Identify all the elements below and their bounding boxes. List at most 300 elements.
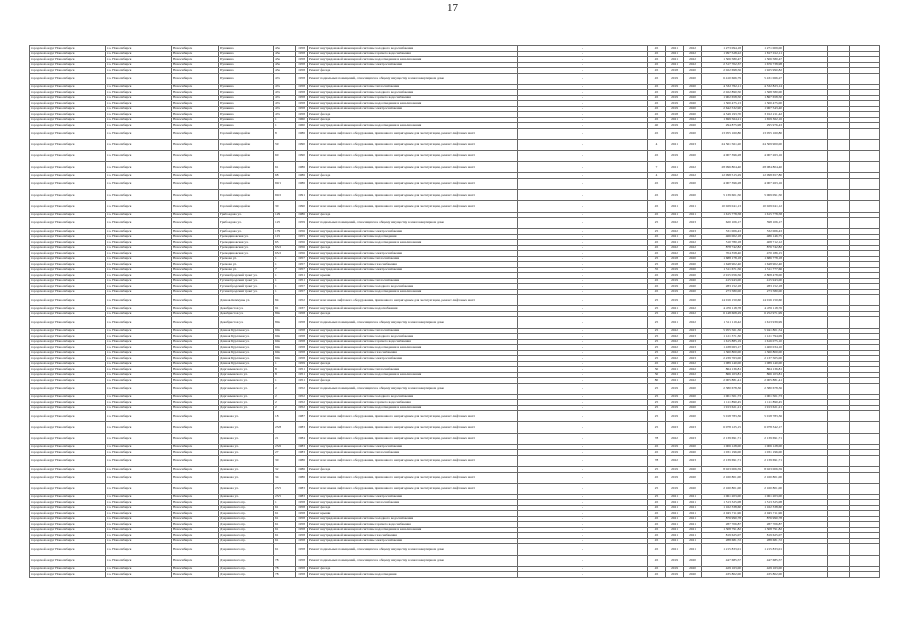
cost-cell: 864 136,81 bbox=[702, 367, 743, 373]
city-cell: Новосибирск bbox=[172, 467, 219, 473]
street-cell: Даргомыжского ул. bbox=[219, 394, 274, 400]
quantity-cell: 25 bbox=[648, 383, 666, 394]
quantity-cell: 45 bbox=[648, 245, 666, 251]
house-number-cell: 61 bbox=[274, 544, 296, 555]
quantity-cell: 45 bbox=[648, 566, 666, 572]
build-year-cell: 1958 bbox=[296, 500, 308, 506]
house-number-cell: 65/2 bbox=[274, 251, 296, 257]
house-number-cell: 18 bbox=[274, 411, 296, 422]
end-year-cell: 2022 bbox=[684, 245, 702, 251]
work-type-cell: Ремонт или замена лифтового оборудования, признанного непригодным для эксплуатации, ремонт лифтовых шахт bbox=[308, 433, 518, 444]
urban-district-cell: г.о. Новосибирск bbox=[106, 90, 172, 96]
end-year-cell: 2022 bbox=[684, 251, 702, 257]
build-year-cell: 1956 bbox=[296, 245, 308, 251]
work-type-cell: Ремонт фасада bbox=[308, 311, 518, 317]
urban-district-cell: г.о. Новосибирск bbox=[106, 46, 172, 52]
cost-cell: 6 148 608,29 bbox=[702, 311, 743, 317]
build-year-cell: 1986 bbox=[296, 212, 308, 218]
house-number-cell: 8 bbox=[274, 367, 296, 373]
cost-cell: 819 625,07 bbox=[702, 533, 743, 539]
build-year-cell: 1986 bbox=[296, 162, 308, 173]
start-year-cell: 2019 bbox=[666, 151, 684, 162]
start-year-cell: 2021 bbox=[666, 62, 684, 68]
start-year-cell: 2019 bbox=[666, 284, 684, 290]
municipality-cell: городской округ Новосибирск bbox=[30, 178, 106, 189]
street-cell: Демакова ул. bbox=[219, 450, 274, 456]
quantity-cell: 25 bbox=[648, 483, 666, 494]
street-cell: Дачная Бурлачки ул. bbox=[219, 328, 274, 334]
extra-cell: - bbox=[518, 361, 648, 367]
city-cell: Новосибирск bbox=[172, 411, 219, 422]
build-year-cell: 1952 bbox=[296, 295, 308, 306]
empty-cell bbox=[850, 422, 880, 433]
extra-cell: - bbox=[518, 178, 648, 189]
amount-cell: 6 252 971,99 bbox=[743, 311, 784, 317]
table-row bbox=[30, 383, 880, 394]
street-cell: Дачная Бурлачки ул. bbox=[219, 350, 274, 356]
empty-cell bbox=[850, 572, 880, 578]
quantity-cell: 45 bbox=[648, 444, 666, 450]
quantity-cell: 25 bbox=[648, 350, 666, 356]
municipality-cell: городской округ Новосибирск bbox=[30, 84, 106, 90]
build-year-cell: 1958 bbox=[296, 51, 308, 57]
empty-cell bbox=[784, 190, 828, 201]
empty-cell bbox=[850, 295, 880, 306]
municipality-cell: городской округ Новосибирск bbox=[30, 90, 106, 96]
start-year-cell: 2018 bbox=[666, 256, 684, 262]
end-year-cell: 2022 bbox=[684, 46, 702, 52]
urban-district-cell: г.о. Новосибирск bbox=[106, 555, 172, 566]
start-year-cell: 2022 bbox=[666, 356, 684, 362]
quantity-cell: 45 bbox=[648, 538, 666, 544]
house-number-cell: 43а bbox=[274, 46, 296, 52]
city-cell: Новосибирск bbox=[172, 317, 219, 328]
end-year-cell: 2020 bbox=[684, 472, 702, 483]
amount-cell: 2 139 691,71 bbox=[743, 455, 784, 466]
house-number-cell: 23/5 bbox=[274, 483, 296, 494]
street-cell: Дачная Бурлачки ул. bbox=[219, 361, 274, 367]
work-type-cell: Ремонт внутридомовой инженерной системы водоотведения и канализования bbox=[308, 372, 518, 378]
end-year-cell: 2022 bbox=[684, 378, 702, 384]
start-year-cell: 2021 bbox=[666, 527, 684, 533]
empty-cell bbox=[828, 422, 850, 433]
street-cell: Декабристов ул. bbox=[219, 311, 274, 317]
start-year-cell: 2019 bbox=[666, 450, 684, 456]
house-number-cell: 1 bbox=[274, 378, 296, 384]
start-year-cell: 2022 bbox=[666, 218, 684, 229]
start-year-cell: 2018 bbox=[666, 112, 684, 118]
municipality-cell: городской округ Новосибирск bbox=[30, 422, 106, 433]
amount-cell: 5 941 801,54 bbox=[743, 328, 784, 334]
table-row bbox=[30, 73, 880, 84]
end-year-cell: 2020 bbox=[684, 95, 702, 101]
table-body bbox=[30, 46, 880, 578]
cost-cell: 4 549 193,70 bbox=[702, 112, 743, 118]
build-year-cell: 1958 bbox=[296, 334, 308, 340]
city-cell: Новосибирск bbox=[172, 350, 219, 356]
amount-cell: 408 712,12 bbox=[743, 240, 784, 246]
extra-cell: - bbox=[518, 106, 648, 112]
extra-cell: - bbox=[518, 566, 648, 572]
end-year-cell: 2020 bbox=[684, 444, 702, 450]
quantity-cell: 45 bbox=[648, 273, 666, 279]
amount-cell: 4 007 263,16 bbox=[743, 151, 784, 162]
start-year-cell: 2019 bbox=[666, 400, 684, 406]
street-cell: Громова ул. bbox=[219, 267, 274, 273]
quantity-cell: 25 bbox=[648, 328, 666, 334]
build-year-cell: 1958 bbox=[296, 339, 308, 345]
empty-cell bbox=[828, 178, 850, 189]
urban-district-cell: г.о. Новосибирск bbox=[106, 62, 172, 68]
city-cell: Новосибирск bbox=[172, 450, 219, 456]
work-type-cell: Ремонт фасада bbox=[308, 467, 518, 473]
work-type-cell: Ремонт фасада bbox=[308, 68, 518, 74]
start-year-cell: 2019 bbox=[666, 123, 684, 129]
build-year-cell: 1958 bbox=[296, 544, 308, 555]
street-cell: Громадиновская ул. bbox=[219, 240, 274, 246]
municipality-cell: городской округ Новосибирск bbox=[30, 267, 106, 273]
end-year-cell: 2022 bbox=[684, 367, 702, 373]
work-type-cell: Ремонт или замена лифтового оборудования, признанного непригодным для эксплуатации, ремонт лифтовых шахт bbox=[308, 201, 518, 212]
start-year-cell: 2019 bbox=[666, 467, 684, 473]
work-type-cell: Ремонт внутридомовой инженерной системы водоотведения и канализования bbox=[308, 240, 518, 246]
extra-cell: - bbox=[518, 101, 648, 107]
cost-cell: 1 215 833,01 bbox=[702, 544, 743, 555]
cost-cell: 6 410 666,79 bbox=[702, 73, 743, 84]
amount-cell: 1 659 362,16 bbox=[743, 117, 784, 123]
amount-cell: 1 676 738,98 bbox=[743, 62, 784, 68]
city-cell: Новосибирск bbox=[172, 68, 219, 74]
end-year-cell: 2023 bbox=[684, 350, 702, 356]
extra-cell: - bbox=[518, 51, 648, 57]
municipality-cell: городской округ Новосибирск bbox=[30, 295, 106, 306]
city-cell: Новосибирск bbox=[172, 84, 219, 90]
amount-cell: 1 031 196,00 bbox=[743, 450, 784, 456]
end-year-cell: 2020 bbox=[684, 566, 702, 572]
build-year-cell: 1991 bbox=[296, 190, 308, 201]
table-row bbox=[30, 151, 880, 162]
extra-cell: - bbox=[518, 262, 648, 268]
city-cell: Новосибирск bbox=[172, 178, 219, 189]
cost-cell: 1 902 658,50 bbox=[702, 95, 743, 101]
start-year-cell: 2019 bbox=[666, 405, 684, 411]
street-cell: Дачная-Коммуны ул. bbox=[219, 295, 274, 306]
end-year-cell: 2022 bbox=[684, 51, 702, 57]
table-row bbox=[30, 422, 880, 433]
work-type-cell: Ремонт или замена лифтового оборудования, признанного непригодным для эксплуатации, ремонт лифтовых шахт bbox=[308, 128, 518, 139]
amount-cell: 287 706,87 bbox=[743, 522, 784, 528]
amount-cell: 1 061 203,00 bbox=[743, 494, 784, 500]
empty-cell bbox=[784, 483, 828, 494]
street-cell: Пушкина bbox=[219, 117, 274, 123]
city-cell: Новосибирск bbox=[172, 533, 219, 539]
end-year-cell: 2022 bbox=[684, 62, 702, 68]
work-type-cell: Ремонт или замена лифтового оборудования, признанного непригодным для эксплуатации, ремонт лифтовых шахт bbox=[308, 455, 518, 466]
street-cell: Пушкина bbox=[219, 51, 274, 57]
cost-cell: 2 022 890,50 bbox=[702, 90, 743, 96]
municipality-cell: городской округ Новосибирск bbox=[30, 51, 106, 57]
build-year-cell: 1958 bbox=[296, 84, 308, 90]
empty-cell bbox=[828, 139, 850, 150]
table-row bbox=[30, 572, 880, 578]
work-type-cell: Ремонт внутридомовой инженерной системы газоснабжения bbox=[308, 533, 518, 539]
urban-district-cell: г.о. Новосибирск bbox=[106, 234, 172, 240]
city-cell: Новосибирск bbox=[172, 245, 219, 251]
city-cell: Новосибирск bbox=[172, 57, 219, 63]
house-number-cell: 84 bbox=[274, 295, 296, 306]
amount-cell: 1 913 621,21 bbox=[743, 405, 784, 411]
work-type-cell: Ремонт фасада bbox=[308, 173, 518, 179]
amount-cell: 1 001 501,73 bbox=[743, 394, 784, 400]
urban-district-cell: г.о. Новосибирск bbox=[106, 139, 172, 150]
urban-district-cell: г.о. Новосибирск bbox=[106, 544, 172, 555]
quantity-cell: 25 bbox=[648, 306, 666, 312]
municipality-cell: городской округ Новосибирск bbox=[30, 112, 106, 118]
cost-cell: 4 007 396,28 bbox=[702, 178, 743, 189]
build-year-cell: 1956 bbox=[296, 251, 308, 257]
quantity-cell: 25 bbox=[648, 334, 666, 340]
extra-cell: - bbox=[518, 345, 648, 351]
work-type-cell: Ремонт или замена лифтового оборудования, признанного непригодным для эксплуатации, ремонт лифтовых шахт bbox=[308, 472, 518, 483]
extra-cell: - bbox=[518, 405, 648, 411]
empty-cell bbox=[850, 317, 880, 328]
cost-cell: 2 022 698,56 bbox=[702, 68, 743, 74]
quantity-cell: 78 bbox=[648, 433, 666, 444]
house-number-cell: 34 bbox=[274, 472, 296, 483]
municipality-cell: городской округ Новосибирск bbox=[30, 68, 106, 74]
end-year-cell: 2020 bbox=[684, 400, 702, 406]
amount-cell: 415 943,00 bbox=[743, 278, 784, 284]
table-row bbox=[30, 483, 880, 494]
start-year-cell: 2019 bbox=[666, 411, 684, 422]
empty-cell bbox=[850, 201, 880, 212]
work-type-cell: Ремонт внутридомовой инженерной системы электроснабжения bbox=[308, 62, 518, 68]
start-year-cell: 2019 bbox=[666, 178, 684, 189]
street-cell: Демакова ул. bbox=[219, 467, 274, 473]
cost-cell: 1 506 580,47 bbox=[702, 57, 743, 63]
street-cell: Пушкина bbox=[219, 112, 274, 118]
amount-cell: 2 808 478,00 bbox=[743, 273, 784, 279]
house-number-cell: 78 bbox=[274, 572, 296, 578]
end-year-cell: 2021 bbox=[684, 201, 702, 212]
start-year-cell: 2022 bbox=[666, 251, 684, 257]
house-number-cell: 59 bbox=[274, 139, 296, 150]
extra-cell: - bbox=[518, 240, 648, 246]
street-cell: Даргомыжского ул. bbox=[219, 372, 274, 378]
table-row bbox=[30, 139, 880, 150]
city-cell: Новосибирск bbox=[172, 190, 219, 201]
quantity-cell: 45 bbox=[648, 95, 666, 101]
start-year-cell: 2019 bbox=[666, 95, 684, 101]
amount-cell: 1 615 778,58 bbox=[743, 212, 784, 218]
empty-cell bbox=[850, 218, 880, 229]
quantity-cell: 25 bbox=[648, 317, 666, 328]
urban-district-cell: г.о. Новосибирск bbox=[106, 405, 172, 411]
urban-district-cell: г.о. Новосибирск bbox=[106, 339, 172, 345]
build-year-cell: 1986 bbox=[296, 472, 308, 483]
urban-district-cell: г.о. Новосибирск bbox=[106, 68, 172, 74]
end-year-cell: 2020 bbox=[684, 555, 702, 566]
build-year-cell: 1958 bbox=[296, 57, 308, 63]
start-year-cell: 2021 bbox=[666, 57, 684, 63]
amount-cell: 1 925 990,82 bbox=[743, 68, 784, 74]
work-type-cell: Ремонт или замена лифтового оборудования, признанного непригодным для эксплуатации, ремонт лифтовых шахт bbox=[308, 411, 518, 422]
build-year-cell: 1983 bbox=[296, 444, 308, 450]
cost-cell: 704 358,40 bbox=[702, 251, 743, 257]
extra-cell: - bbox=[518, 289, 648, 295]
house-number-cell: 43а bbox=[274, 62, 296, 68]
empty-cell bbox=[784, 162, 828, 173]
empty-cell bbox=[850, 178, 880, 189]
amount-cell: 435 802,00 bbox=[743, 572, 784, 578]
cost-cell: 531 006,43 bbox=[702, 229, 743, 235]
municipality-cell: городской округ Новосибирск bbox=[30, 289, 106, 295]
extra-cell: - bbox=[518, 538, 648, 544]
empty-cell bbox=[850, 151, 880, 162]
work-type-cell: Ремонт или замена лифтового оборудования, признанного непригодным для эксплуатации, ремонт лифтовых шахт bbox=[308, 178, 518, 189]
city-cell: Новосибирск bbox=[172, 201, 219, 212]
cost-cell: 4 532 762,11 bbox=[702, 84, 743, 90]
urban-district-cell: г.о. Новосибирск bbox=[106, 278, 172, 284]
street-cell: Демакова ул. bbox=[219, 433, 274, 444]
house-number-cell: 8 bbox=[274, 372, 296, 378]
quantity-cell: 45 bbox=[648, 51, 666, 57]
cost-cell: 28 096 804,40 bbox=[702, 162, 743, 173]
city-cell: Новосибирск bbox=[172, 361, 219, 367]
cost-cell: 6 078 125,15 bbox=[702, 422, 743, 433]
house-number-cell: 47а bbox=[274, 84, 296, 90]
start-year-cell: 2022 bbox=[666, 350, 684, 356]
street-cell: Гусинобродский тракт ул. bbox=[219, 284, 274, 290]
cost-cell: 5 139 601,50 bbox=[702, 190, 743, 201]
end-year-cell: 2020 bbox=[684, 273, 702, 279]
street-cell: Дзержинского пр. bbox=[219, 500, 274, 506]
house-number-cell: 30 bbox=[274, 201, 296, 212]
house-number-cell: 65/2 bbox=[274, 245, 296, 251]
build-year-cell: 1959 bbox=[296, 218, 308, 229]
city-cell: Новосибирск bbox=[172, 46, 219, 52]
urban-district-cell: г.о. Новосибирск bbox=[106, 411, 172, 422]
city-cell: Новосибирск bbox=[172, 483, 219, 494]
municipality-cell: городской округ Новосибирск bbox=[30, 251, 106, 257]
house-number-cell: 60а bbox=[274, 350, 296, 356]
end-year-cell: 2021 bbox=[684, 500, 702, 506]
start-year-cell: 2021 bbox=[666, 522, 684, 528]
quantity-cell: 50 bbox=[648, 367, 666, 373]
city-cell: Новосибирск bbox=[172, 139, 219, 150]
cost-cell: 2 380 678,36 bbox=[702, 383, 743, 394]
municipality-cell: городской округ Новосибирск bbox=[30, 334, 106, 340]
city-cell: Новосибирск bbox=[172, 229, 219, 235]
street-cell: Дзержинского пр. bbox=[219, 572, 274, 578]
build-year-cell: 1958 bbox=[296, 46, 308, 52]
urban-district-cell: г.о. Новосибирск bbox=[106, 289, 172, 295]
street-cell: Пушкина bbox=[219, 57, 274, 63]
work-type-cell: Ремонт фасада bbox=[308, 361, 518, 367]
urban-district-cell: г.о. Новосибирск bbox=[106, 284, 172, 290]
start-year-cell: 2022 bbox=[666, 173, 684, 179]
amount-cell: 8 023 006,59 bbox=[743, 467, 784, 473]
quantity-cell: 45 bbox=[648, 284, 666, 290]
city-cell: Новосибирск bbox=[172, 472, 219, 483]
city-cell: Новосибирск bbox=[172, 117, 219, 123]
work-type-cell: Ремонт внутридомовой инженерной системы водоотведения и канализования bbox=[308, 345, 518, 351]
urban-district-cell: г.о. Новосибирск bbox=[106, 522, 172, 528]
end-year-cell: 2023 bbox=[684, 334, 702, 340]
urban-district-cell: г.о. Новосибирск bbox=[106, 251, 172, 257]
amount-cell: 4 476 118,76 bbox=[743, 306, 784, 312]
street-cell: Горский микрорайон bbox=[219, 190, 274, 201]
extra-cell: - bbox=[518, 251, 648, 257]
start-year-cell: 2021 bbox=[666, 306, 684, 312]
extra-cell: - bbox=[518, 472, 648, 483]
urban-district-cell: г.о. Новосибирск bbox=[106, 51, 172, 57]
work-type-cell: Ремонт внутридомовой инженерной системы водоотведения и канализования bbox=[308, 123, 518, 129]
start-year-cell: 2019 bbox=[666, 295, 684, 306]
end-year-cell: 2023 bbox=[684, 356, 702, 362]
house-number-cell: 1 bbox=[274, 289, 296, 295]
cost-cell: 1 913 621,21 bbox=[702, 405, 743, 411]
municipality-cell: городской округ Новосибирск bbox=[30, 245, 106, 251]
urban-district-cell: г.о. Новосибирск bbox=[106, 383, 172, 394]
street-cell: Дачная Бурлачки ул. bbox=[219, 356, 274, 362]
end-year-cell: 2020 bbox=[684, 284, 702, 290]
amount-cell: 2 005 881,41 bbox=[743, 378, 784, 384]
city-cell: Новосибирск bbox=[172, 162, 219, 173]
start-year-cell: 2019 bbox=[666, 383, 684, 394]
table-row bbox=[30, 201, 880, 212]
empty-cell bbox=[850, 139, 880, 150]
extra-cell: - bbox=[518, 62, 648, 68]
end-year-cell: 2020 bbox=[684, 73, 702, 84]
build-year-cell: 1983 bbox=[296, 483, 308, 494]
quantity-cell: 45 bbox=[648, 234, 666, 240]
empty-cell bbox=[784, 317, 828, 328]
street-cell: Громова ул. bbox=[219, 262, 274, 268]
quantity-cell: 45 bbox=[648, 68, 666, 74]
cost-cell: 1 648 902,40 bbox=[702, 262, 743, 268]
urban-district-cell: г.о. Новосибирск bbox=[106, 178, 172, 189]
urban-district-cell: г.о. Новосибирск bbox=[106, 328, 172, 334]
table-row bbox=[30, 178, 880, 189]
empty-cell bbox=[828, 472, 850, 483]
build-year-cell: 1990 bbox=[296, 151, 308, 162]
build-year-cell: 1957 bbox=[296, 284, 308, 290]
quantity-cell: 45 bbox=[648, 212, 666, 218]
empty-cell bbox=[850, 411, 880, 422]
municipality-cell: городской округ Новосибирск bbox=[30, 555, 106, 566]
quantity-cell: 45 bbox=[648, 522, 666, 528]
end-year-cell: 2020 bbox=[684, 101, 702, 107]
extra-cell: - bbox=[518, 234, 648, 240]
municipality-cell: городской округ Новосибирск bbox=[30, 73, 106, 84]
quantity-cell: 45 bbox=[648, 533, 666, 539]
city-cell: Новосибирск bbox=[172, 566, 219, 572]
quantity-cell: 45 bbox=[648, 472, 666, 483]
house-number-cell: 27 bbox=[274, 450, 296, 456]
build-year-cell: 1952 bbox=[296, 405, 308, 411]
empty-cell bbox=[784, 151, 828, 162]
quantity-cell: 4 bbox=[648, 139, 666, 150]
end-year-cell: 2021 bbox=[684, 527, 702, 533]
street-cell: Пушкина bbox=[219, 106, 274, 112]
extra-cell: - bbox=[518, 162, 648, 173]
start-year-cell: 2021 bbox=[666, 201, 684, 212]
house-number-cell: 60а bbox=[274, 328, 296, 334]
empty-cell bbox=[850, 162, 880, 173]
end-year-cell: 2020 bbox=[684, 123, 702, 129]
quantity-cell: 45 bbox=[648, 555, 666, 566]
